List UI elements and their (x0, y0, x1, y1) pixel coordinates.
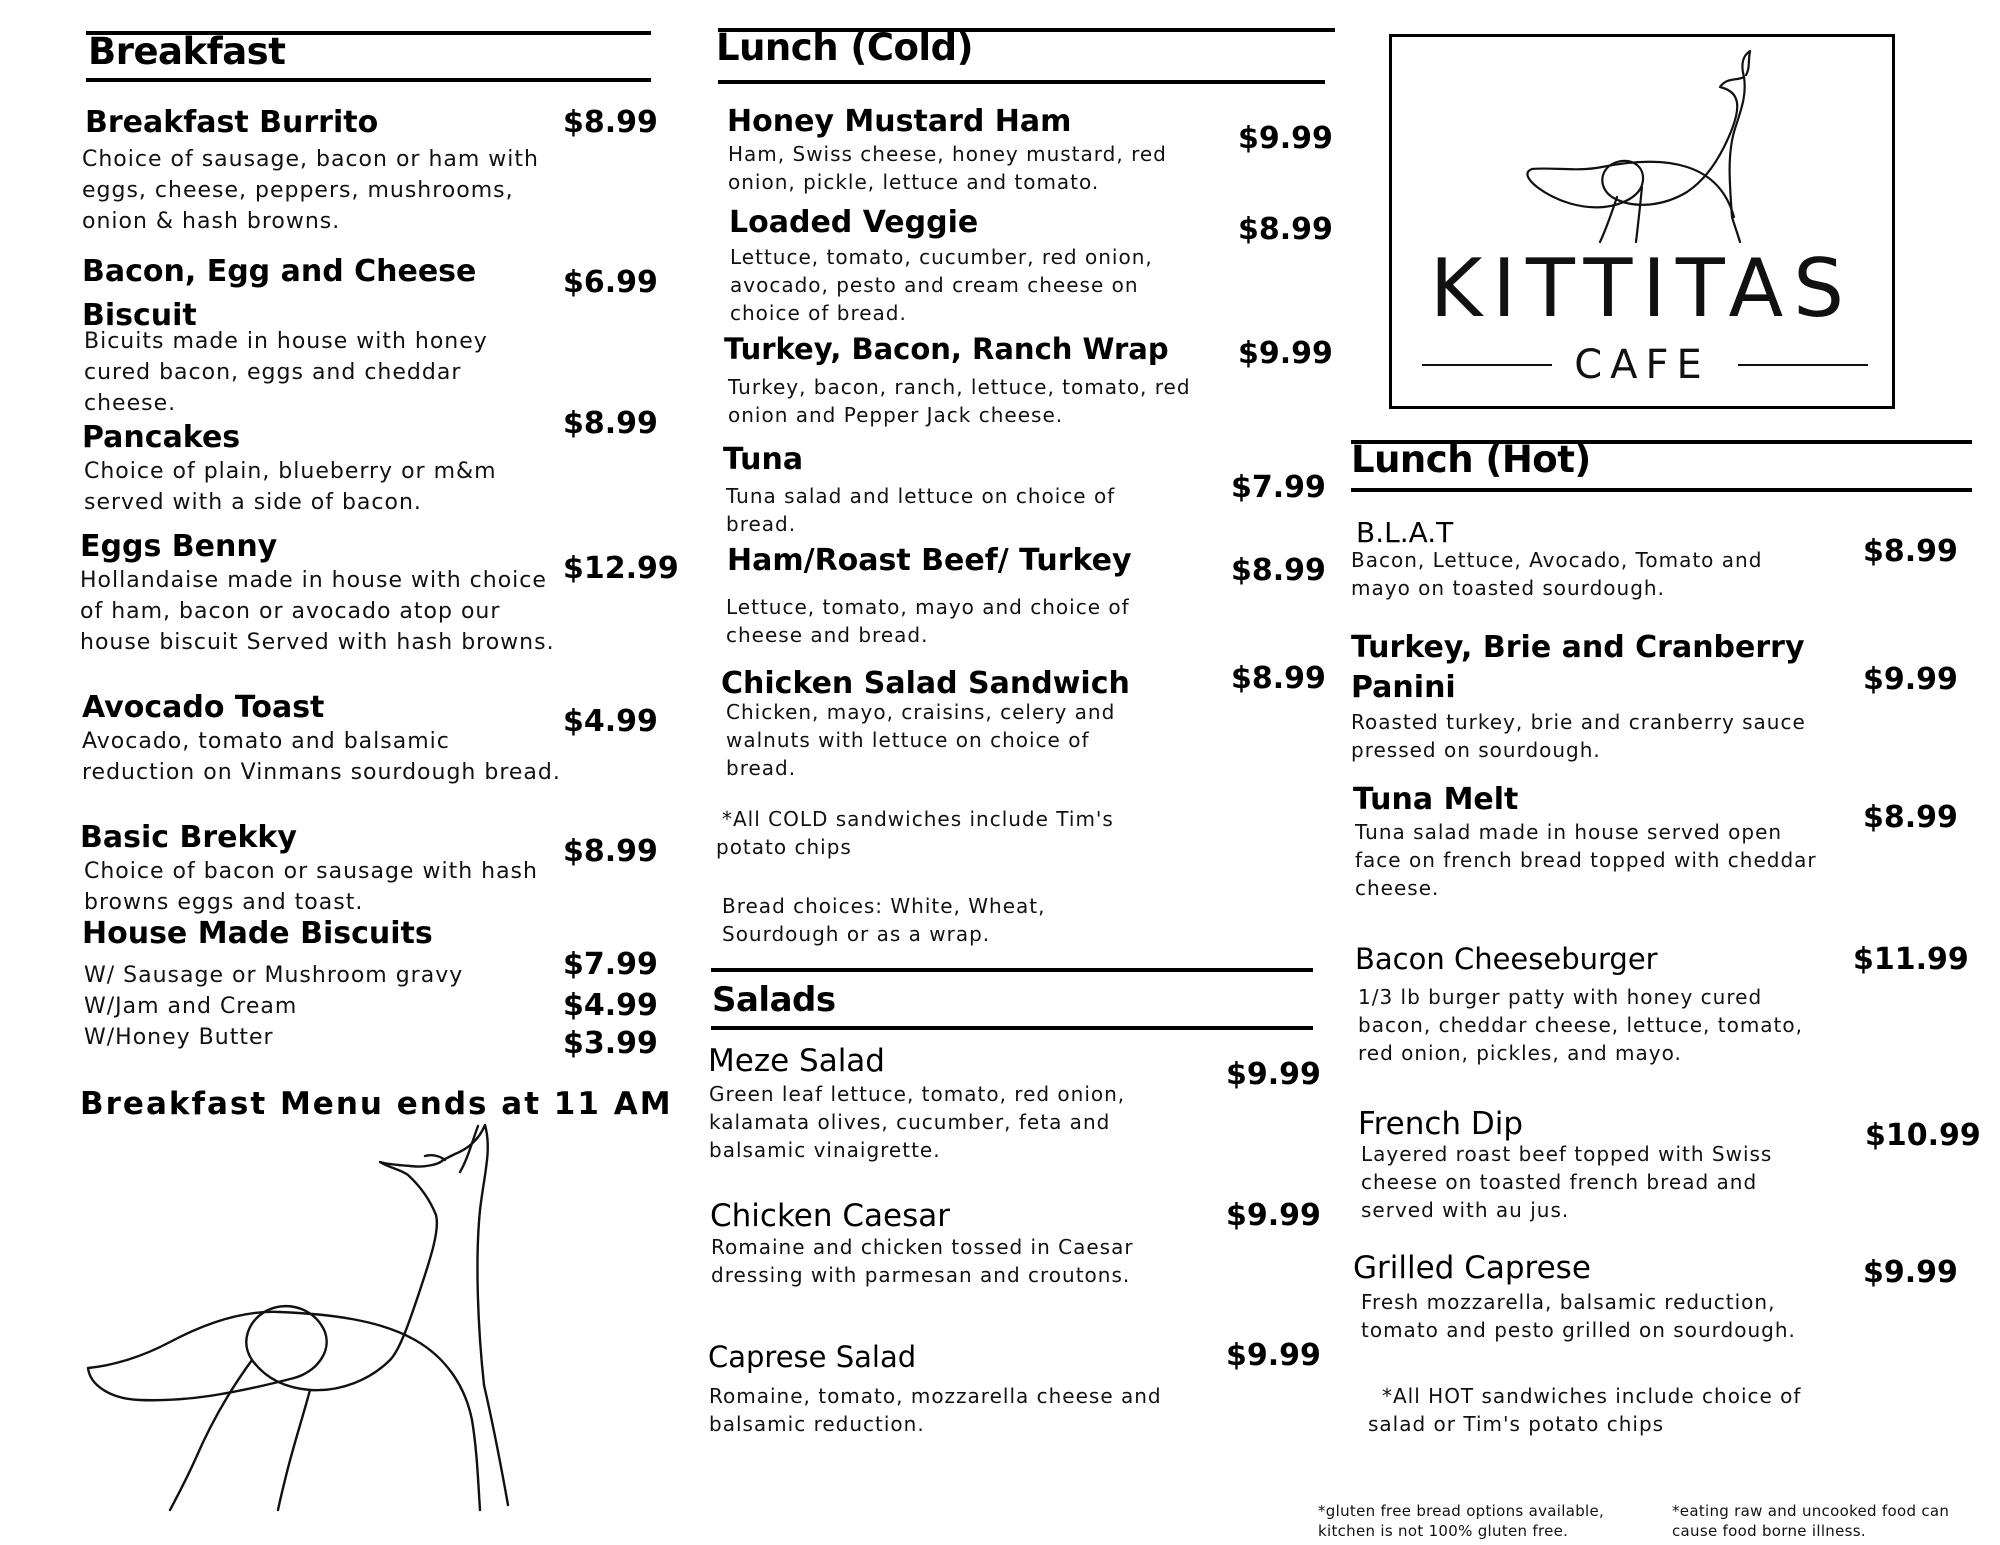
raw-food-warning: *eating raw and uncooked food can cause food borne illness. (1672, 1502, 1950, 1540)
menu-item-price: $8.99 (1863, 800, 1958, 835)
menu-item-price: $12.99 (563, 551, 679, 586)
cafe-name: KITTITAS (1429, 242, 1855, 335)
menu-item-price: $9.99 (1238, 336, 1333, 371)
menu-item-name: Avocado Toast (82, 690, 325, 725)
breakfast-ends-note: Breakfast Menu ends at 11 AM (80, 1086, 673, 1122)
lunch-hot-heading: Lunch (Hot) (1351, 438, 1591, 481)
menu-item-price: $9.99 (1226, 1057, 1321, 1092)
menu-item-name: Tuna (723, 442, 804, 477)
menu-item-name: Chicken Salad Sandwich (721, 666, 1130, 701)
menu-item-price: $9.99 (1226, 1198, 1321, 1233)
menu-item-desc: Choice of sausage, bacon or ham with eggs, cheese, peppers, mushrooms, onion & hash browns. (82, 147, 539, 234)
menu-item-desc: Green leaf lettuce, tomato, red onion, kalamata olives, cucumber, feta and balsamic vinaigrette. (709, 1082, 1126, 1162)
menu-item-price: $9.99 (1226, 1338, 1321, 1373)
menu-item-desc: Lettuce, tomato, mayo and choice of cheese and bread. (726, 595, 1130, 647)
salads-top-rule (711, 968, 1313, 972)
menu-item-name: Breakfast Burrito (85, 105, 379, 140)
menu-item-price: $10.99 (1865, 1118, 1981, 1153)
gluten-free-note: *gluten free bread options available, kitchen is not 100% gluten free. (1318, 1502, 1605, 1540)
menu-item-name: Turkey, Brie and Cranberry Panini (1351, 630, 1805, 705)
menu-item-name: Grilled Caprese (1353, 1250, 1591, 1286)
menu-item-price: $7.99 (1231, 470, 1326, 505)
menu-item-desc: Choice of plain, blueberry or m&m served with a side of bacon. (84, 459, 497, 515)
menu-item-price: $8.99 (1231, 553, 1326, 588)
breakfast-heading: Breakfast (88, 30, 286, 73)
menu-item-price: $9.99 (1238, 121, 1333, 156)
biscuit-option: W/Jam and Cream (84, 994, 298, 1019)
hot-sides-note: *All HOT sandwiches include choice of salad or Tim's potato chips (1368, 1384, 1802, 1436)
biscuit-option: W/Honey Butter (84, 1025, 274, 1050)
lunch-hot-bottom-rule (1351, 488, 1972, 492)
menu-item-desc: Roasted turkey, brie and cranberry sauce pressed on sourdough. (1351, 710, 1806, 762)
lunch-cold-bottom-rule (718, 80, 1325, 84)
menu-item-desc: Choice of bacon or sausage with hash browns eggs and toast. (84, 859, 538, 915)
menu-item-name: Turkey, Bacon, Ranch Wrap (724, 332, 1169, 366)
biscuit-option: W/ Sausage or Mushroom gravy (84, 963, 464, 988)
menu-item-desc: Avocado, tomato and balsamic reduction on Vinmans sourdough bread. (82, 729, 561, 785)
logo-line-right (1738, 364, 1868, 366)
menu-item-desc: Bacon, Lettuce, Avocado, Tomato and mayo on toasted sourdough. (1351, 548, 1763, 600)
cafe-logo (1389, 34, 1895, 409)
menu-item-name: House Made Biscuits (82, 916, 433, 951)
menu-item-price: $4.99 (563, 704, 658, 739)
cafe-subtitle: CAFE (1574, 342, 1710, 388)
menu-item-desc: Turkey, bacon, ranch, lettuce, tomato, red onion and Pepper Jack cheese. (728, 375, 1191, 427)
menu-item-desc: Tuna salad made in house served open face on french bread topped with cheddar cheese. (1355, 820, 1817, 900)
menu-item-price: $8.99 (1238, 212, 1333, 247)
menu-item-desc: 1/3 lb burger patty with honey cured bacon, cheddar cheese, lettuce, tomato, red onion, pickles, and mayo. (1358, 985, 1803, 1065)
menu-item-name: Loaded Veggie (729, 205, 979, 240)
menu-item-price: $9.99 (1863, 662, 1958, 697)
menu-item-name: Bacon, Egg and Cheese Biscuit (82, 254, 477, 333)
menu-item-desc: Bicuits made in house with honey cured bacon, eggs and cheddar cheese. (84, 329, 488, 416)
cold-chips-note: *All COLD sandwiches include Tim's potato chips (716, 807, 1114, 859)
menu-item-price: $8.99 (563, 834, 658, 869)
menu-item-name: B.L.A.T (1356, 516, 1454, 549)
menu-item-name: Chicken Caesar (710, 1198, 950, 1234)
menu-item-name: Basic Brekky (80, 820, 297, 855)
menu-item-name: Tuna Melt (1353, 782, 1519, 817)
menu-item-name: Meze Salad (708, 1043, 885, 1079)
menu-item-name: Caprese Salad (708, 1340, 917, 1374)
wolf-logo-icon (1512, 47, 1772, 247)
menu-item-price: $8.99 (563, 105, 658, 140)
menu-item-desc: Romaine and chicken tossed in Caesar dressing with parmesan and croutons. (711, 1235, 1134, 1287)
biscuit-option-price: $4.99 (563, 988, 658, 1023)
menu-item-price: $8.99 (1231, 661, 1326, 696)
menu-item-name: French Dip (1358, 1106, 1524, 1142)
menu-item-desc: Lettuce, tomato, cucumber, red onion, avocado, pesto and cream cheese on choice of bread. (730, 245, 1153, 325)
menu-item-desc: Chicken, mayo, craisins, celery and walnuts with lettuce on choice of bread. (726, 700, 1116, 780)
biscuit-option-price: $7.99 (563, 947, 658, 982)
menu-item-name: Pancakes (82, 420, 241, 455)
menu-item-desc: Ham, Swiss cheese, honey mustard, red onion, pickle, lettuce and tomato. (728, 142, 1167, 194)
menu-item-desc: Fresh mozzarella, balsamic reduction, tomato and pesto grilled on sourdough. (1361, 1290, 1796, 1342)
wolf-illustration (80, 1120, 540, 1520)
biscuit-option-price: $3.99 (563, 1026, 658, 1061)
menu-item-price: $8.99 (1863, 534, 1958, 569)
bread-choices-note: Bread choices: White, Wheat, Sourdough or as a wrap. (722, 894, 1046, 946)
menu-item-name: Honey Mustard Ham (727, 104, 1072, 139)
menu-item-desc: Romaine, tomato, mozzarella cheese and balsamic reduction. (709, 1384, 1162, 1436)
menu-item-name: Bacon Cheeseburger (1355, 942, 1658, 976)
menu-item-price: $8.99 (563, 406, 658, 441)
menu-item-name: Eggs Benny (80, 529, 278, 564)
breakfast-bottom-rule (86, 78, 651, 82)
menu-item-desc: Tuna salad and lettuce on choice of bread. (726, 484, 1116, 536)
menu-item-price: $11.99 (1853, 942, 1969, 977)
salads-bottom-rule (711, 1026, 1313, 1030)
lunch-cold-heading: Lunch (Cold) (716, 26, 973, 69)
menu-item-desc: Layered roast beef topped with Swiss cheese on toasted french bread and served with au jus. (1361, 1142, 1773, 1222)
menu-item-name: Ham/Roast Beef/ Turkey (727, 543, 1132, 578)
salads-heading: Salads (712, 980, 836, 1020)
menu-item-price: $6.99 (563, 265, 658, 300)
menu-item-desc: Hollandaise made in house with choice of ham, bacon or avocado atop our house biscuit Served with hash browns. (80, 568, 555, 655)
menu-item-price: $9.99 (1863, 1255, 1958, 1290)
